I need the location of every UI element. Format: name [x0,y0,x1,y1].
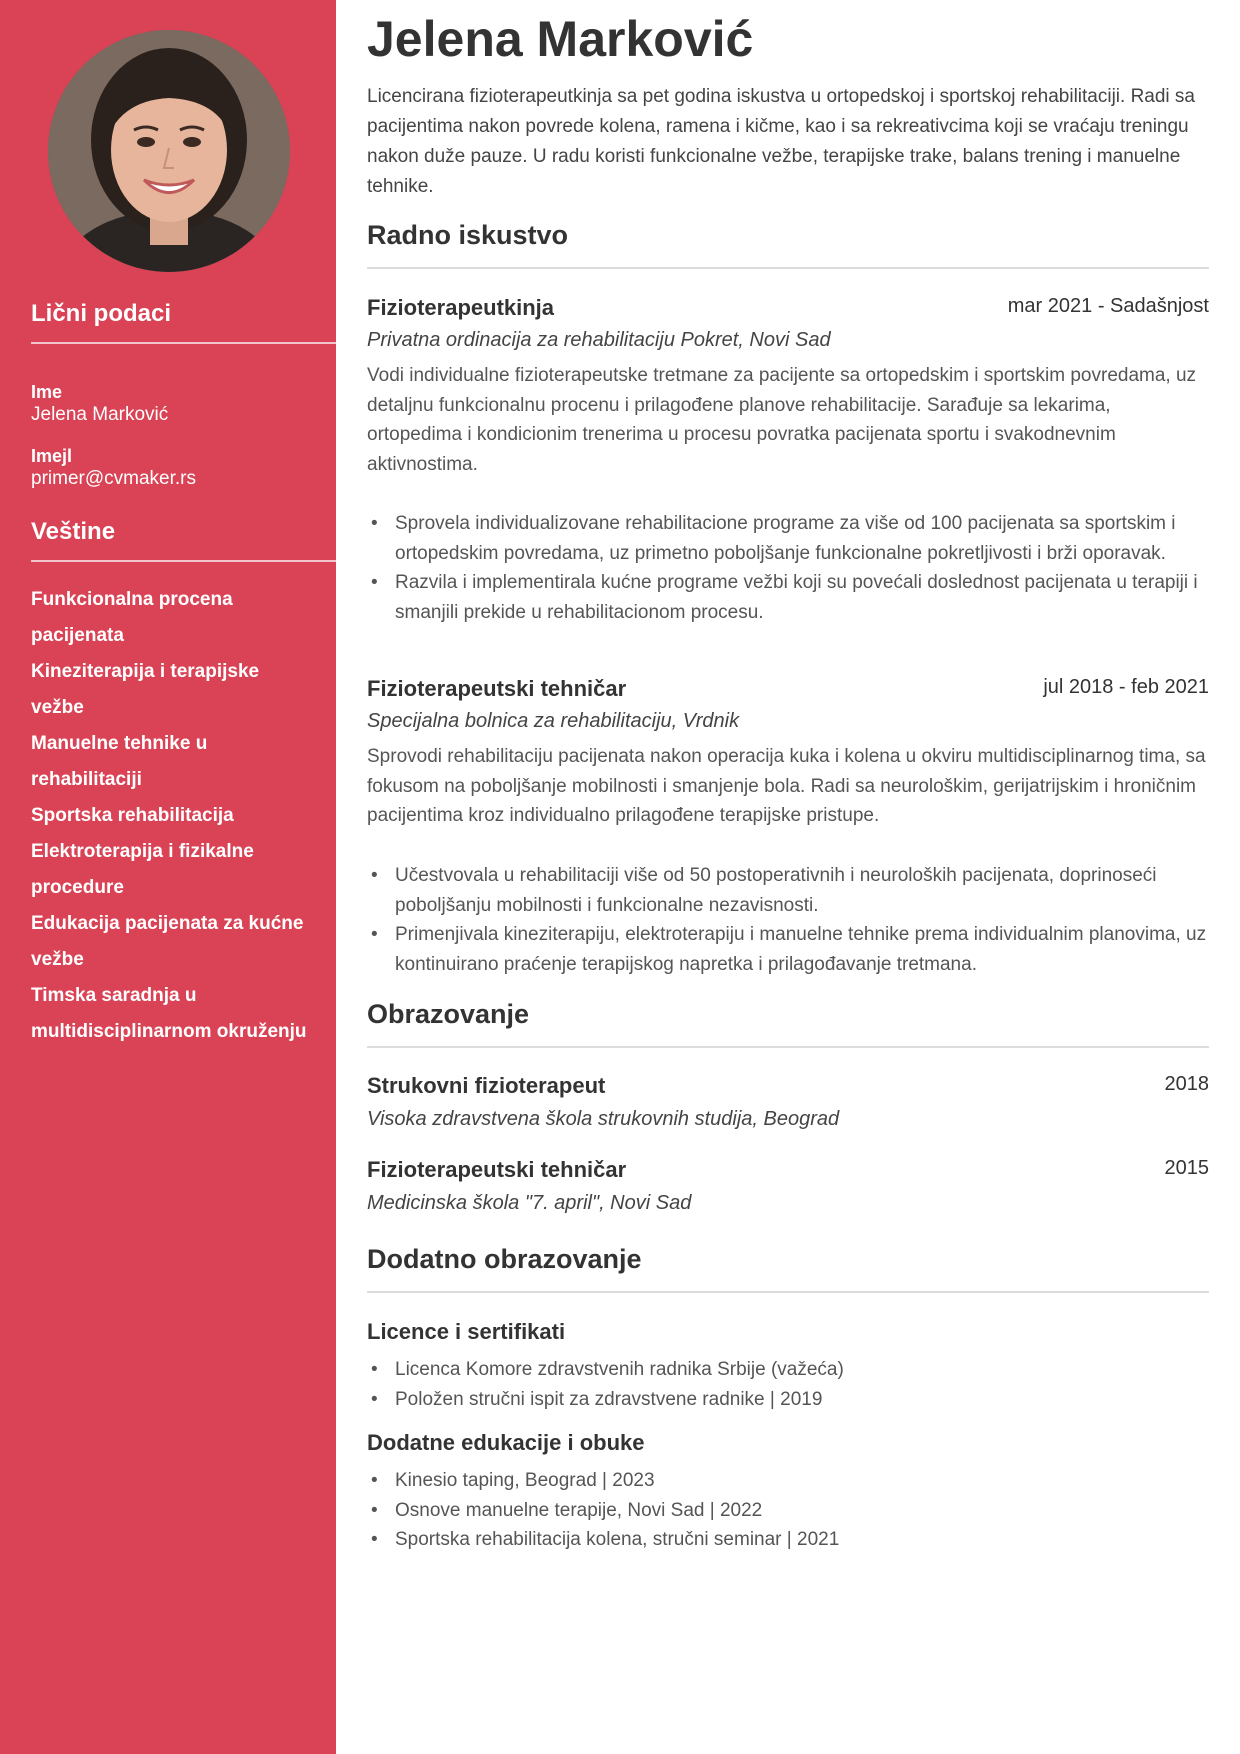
skills-list [31,582,311,1050]
job-title: Fizioterapeutkinja [367,295,555,320]
job-achievements [367,861,1209,979]
candidate-name: Jelena Marković [367,11,754,67]
achievement-item: • Razvila i implementirala kućne programe vežbi koji su povećali doslednost pacijenata u terapiji i smanjili prekide u rehabilitacionom procesu. [395,568,1209,627]
achievement-item: • Učestvovala u rehabilitaciji više od 50 postoperativnih i neuroloških pacijenata, doprinoseći poboljšanju mobilnosti i funkcionalne nezavisnosti. [395,861,1209,920]
skill-item: Manuelne tehnike u rehabilitaciji [31,733,208,790]
education-title: Strukovni fizioterapeut [367,1073,606,1098]
education-heading: Obrazovanje [367,999,1209,1048]
skill-item: Timska saradnja u multidisciplinarnom okruženju [31,985,307,1042]
trainings-list [367,1466,1209,1555]
email-label: Imejl [31,446,73,466]
education-school: Medicinska škola "7. april", Novi Sad [367,1192,692,1214]
education-date: 2018 [1164,1073,1209,1095]
training-item: • Sportska rehabilitacija kolena, stručni seminar | 2021 [395,1525,1209,1555]
job-date: jul 2018 - feb 2021 [1043,676,1209,698]
additional-education-heading: Dodatno obrazovanje [367,1244,1209,1293]
education-title: Fizioterapeutski tehničar [367,1157,627,1182]
skill-item: Elektroterapija i fizikalne procedure [31,841,254,898]
email-value[interactable]: primer@cvmaker.rs [31,468,196,489]
skill-item: Funkcionalna procena pacijenata [31,589,233,646]
profile-photo [48,30,290,272]
job-date: mar 2021 - Sadašnjost [1007,295,1209,317]
education-date: 2015 [1164,1157,1209,1179]
job-description: Vodi individualne fizioterapeutske tretmane za pacijente sa ortopedskim i sportskim povredama, uz detaljnu funkcionalnu procenu i prilagođene planove rehabilitacije. Sarađuje sa lekarima, ortopedima i kondicionim trenerima u procesu povratka pacijenata sportu i svakodnevnim aktivnostima. [367,365,1197,475]
achievement-item: • Primenjivala kineziterapiju, elektroterapiju i manuelne tehnike prema individualnim planovima, uz kontinuirano praćenje terapijskog napretka i prilagođavanje tretmana. [395,920,1209,979]
license-item: • Licenca Komore zdravstvenih radnika Srbije (važeća) [395,1355,1209,1385]
licenses-list [367,1355,1209,1414]
job-description: Sprovodi rehabilitaciju pacijenata nakon operacija kuka i kolena u okviru multidisciplinarnog tima, sa fokusom na poboljšanje mobilnosti i smanjenje bola. Radi sa neurološkim, gerijatrijskim i hroničnim pacijentima kroz individualno prilagođene terapijske pristupe. [367,746,1206,826]
job-organization: Specijalna bolnica za rehabilitaciju, Vrdnik [367,710,740,732]
skills-heading: Veštine [31,518,336,562]
job-title: Fizioterapeutski tehničar [367,676,627,701]
skill-item: Edukacija pacijenata za kućne vežbe [31,913,304,970]
personal-heading: Lični podaci [31,300,336,344]
name-label: Ime [31,382,63,402]
experience-heading: Radno iskustvo [367,220,1209,269]
profile-summary: Licencirana fizioterapeutkinja sa pet godina iskustva u ortopedskoj i sportskoj rehabilitaciji. Radi sa pacijentima nakon povrede kolena, ramena i kičme, kao i sa rekreativcima koji se vraćaju treningu nakon duže pauze. U radu koristi funkcionalne vežbe, terapijske trake, balans trening i manuelne tehnike. [367,86,1196,197]
education-school: Visoka zdravstvena škola strukovnih studija, Beograd [367,1108,840,1130]
trainings-heading: Dodatne edukacije i obuke [367,1430,645,1455]
training-item: • Osnove manuelne terapije, Novi Sad | 2022 [395,1496,1209,1526]
job-organization: Privatna ordinacija za rehabilitaciju Pokret, Novi Sad [367,329,831,351]
sidebar [0,0,336,1754]
licenses-heading: Licence i sertifikati [367,1319,566,1344]
portrait-icon [48,30,290,272]
skill-item: Sportska rehabilitacija [31,805,234,826]
job-achievements [367,509,1209,627]
name-value: Jelena Marković [31,404,169,425]
achievement-item: • Sprovela individualizovane rehabilitacione programe za više od 100 pacijenata sa sportskim i ortopedskim povredama, uz primetno poboljšanje funkcionalne pokretljivosti i brži oporavak. [395,509,1209,568]
training-item: • Kinesio taping, Beograd | 2023 [395,1466,1209,1496]
skill-item: Kineziterapija i terapijske vežbe [31,661,260,718]
license-item: • Položen stručni ispit za zdravstvene radnike | 2019 [395,1385,1209,1415]
